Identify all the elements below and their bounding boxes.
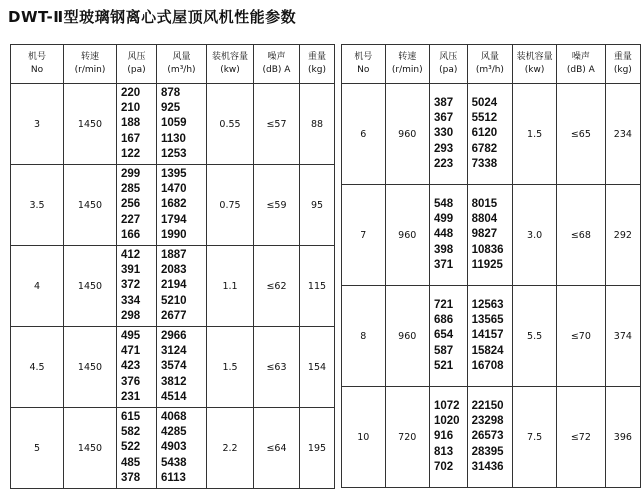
flow-cell-value: 4903 <box>161 441 187 454</box>
column-header <box>157 45 207 84</box>
flow-cell-value: 12563 <box>471 299 504 312</box>
column-header-unit: (m³/h) <box>475 65 504 75</box>
column-header <box>207 45 254 84</box>
column-header-label: 机号 <box>354 52 373 62</box>
flow-cell-value: 5438 <box>161 456 187 469</box>
flow-cell-value: 9827 <box>471 228 498 241</box>
flow-cell <box>157 246 207 327</box>
speed-cell: 720 <box>385 387 429 488</box>
speed-cell: 1450 <box>64 246 117 327</box>
weight-cell: 292 <box>605 185 640 286</box>
noise-cell: ≤64 <box>254 408 300 489</box>
weight-cell: 154 <box>300 327 335 408</box>
column-header <box>64 45 117 84</box>
noise-cell: ≤70 <box>557 286 606 387</box>
flow-cell-value: 22150 <box>471 400 504 413</box>
power-cell: 7.5 <box>513 387 557 488</box>
machine-number-cell: 5 <box>11 408 64 489</box>
flow-cell-value: 1887 <box>161 249 187 262</box>
column-header-label: 风压 <box>439 52 458 62</box>
column-header-unit: (dB) A <box>566 65 595 75</box>
column-header-label: 噪声 <box>267 52 286 62</box>
pressure-cell-value: 378 <box>121 471 141 484</box>
flow-cell-value: 10836 <box>471 243 504 256</box>
machine-number-cell: 3 <box>11 84 64 165</box>
machine-number-cell: 4.5 <box>11 327 64 408</box>
weight-cell: 88 <box>300 84 335 165</box>
table-row <box>342 387 641 488</box>
flow-cell-value: 5024 <box>471 97 498 110</box>
flow-cell-value: 5512 <box>471 112 498 125</box>
machine-number-cell: 8 <box>342 286 386 387</box>
column-header-label: 噪声 <box>571 52 590 62</box>
flow-cell-value: 28395 <box>471 445 504 458</box>
pressure-cell-value: 367 <box>433 112 454 125</box>
column-header-label: 风压 <box>127 52 146 62</box>
column-header-label: 重量 <box>307 52 326 62</box>
table-row <box>342 185 641 286</box>
flow-cell-value: 8804 <box>471 213 498 226</box>
power-cell: 1.5 <box>207 327 254 408</box>
speed-cell: 1450 <box>64 408 117 489</box>
flow-cell-value: 16708 <box>471 359 504 372</box>
pressure-cell-value: 299 <box>121 168 141 181</box>
pressure-cell-value: 334 <box>121 294 141 307</box>
column-header <box>513 45 557 84</box>
flow-cell-value: 4285 <box>161 426 187 439</box>
pressure-cell-value: 1072 <box>433 400 460 413</box>
pressure-cell-value: 223 <box>433 157 454 170</box>
flow-cell-value: 1253 <box>161 147 187 160</box>
pressure-cell-value: 485 <box>121 456 141 469</box>
flow-cell-value: 6782 <box>471 142 498 155</box>
flow-cell-value: 7338 <box>471 157 498 170</box>
flow-cell-value: 31436 <box>471 460 504 473</box>
pressure-cell-value: 372 <box>121 279 141 292</box>
pressure-cell <box>117 165 157 246</box>
pressure-cell-value: 495 <box>121 330 141 343</box>
power-cell: 0.55 <box>207 84 254 165</box>
performance-table-right <box>341 44 641 488</box>
power-cell: 1.1 <box>207 246 254 327</box>
table-row <box>11 84 335 165</box>
column-header-unit: (kw) <box>220 65 240 75</box>
flow-cell-value: 2194 <box>161 279 187 292</box>
flow-cell-value: 11925 <box>471 258 503 271</box>
flow-cell <box>467 286 513 387</box>
flow-cell-value: 1130 <box>161 132 186 145</box>
flow-cell-value: 26573 <box>471 430 504 443</box>
pressure-cell-value: 587 <box>433 344 454 357</box>
power-cell: 5.5 <box>513 286 557 387</box>
flow-cell-value: 878 <box>161 87 181 100</box>
machine-number-cell: 6 <box>342 84 386 185</box>
flow-cell <box>157 408 207 489</box>
flow-cell-value: 6120 <box>471 127 498 140</box>
pressure-cell-value: 293 <box>433 142 454 155</box>
pressure-cell-value: 412 <box>121 249 141 262</box>
column-header <box>429 45 467 84</box>
pressure-cell-value: 220 <box>121 87 141 100</box>
flow-cell-value: 6113 <box>161 471 186 484</box>
pressure-cell <box>117 84 157 165</box>
weight-cell: 374 <box>605 286 640 387</box>
pressure-cell-value: 522 <box>121 441 141 454</box>
flow-cell-value: 2966 <box>161 330 187 343</box>
column-header <box>467 45 513 84</box>
pressure-cell-value: 166 <box>121 228 141 241</box>
column-header-unit: (pa) <box>127 65 146 75</box>
flow-cell-value: 2083 <box>161 264 187 277</box>
table-body <box>342 84 641 488</box>
flow-cell <box>157 327 207 408</box>
flow-cell <box>157 84 207 165</box>
noise-cell: ≤62 <box>254 246 300 327</box>
speed-cell: 1450 <box>64 327 117 408</box>
table-header-row <box>11 45 335 84</box>
flow-cell-value: 4514 <box>161 390 187 403</box>
pressure-cell-value: 285 <box>121 183 141 196</box>
pressure-cell-value: 448 <box>433 228 454 241</box>
pressure-cell <box>429 387 467 488</box>
column-header-unit: (kg) <box>308 65 326 75</box>
noise-cell: ≤65 <box>557 84 606 185</box>
noise-cell: ≤72 <box>557 387 606 488</box>
flow-cell-value: 15824 <box>471 344 504 357</box>
pressure-cell-value: 231 <box>121 390 141 403</box>
pressure-cell-value: 330 <box>433 127 454 140</box>
column-header-unit: No <box>30 65 44 75</box>
column-header <box>11 45 64 84</box>
pressure-cell-value: 391 <box>121 264 141 277</box>
table-header-row <box>342 45 641 84</box>
speed-cell: 960 <box>385 286 429 387</box>
machine-number-cell: 10 <box>342 387 386 488</box>
flow-cell-value: 1470 <box>161 183 187 196</box>
column-header <box>557 45 606 84</box>
flow-cell-value: 1395 <box>161 168 187 181</box>
column-header-label: 风量 <box>172 52 191 62</box>
column-header-unit: No <box>357 65 370 75</box>
table-row <box>11 165 335 246</box>
pressure-cell-value: 256 <box>121 198 141 211</box>
flow-cell <box>467 84 513 185</box>
pressure-cell-value: 210 <box>121 102 141 115</box>
flow-cell-value: 8015 <box>471 198 498 211</box>
column-header-label: 转速 <box>398 52 417 62</box>
noise-cell: ≤68 <box>557 185 606 286</box>
noise-cell: ≤59 <box>254 165 300 246</box>
flow-cell-value: 2677 <box>161 309 187 322</box>
pressure-cell-value: 686 <box>433 314 454 327</box>
noise-cell: ≤63 <box>254 327 300 408</box>
pressure-cell <box>117 246 157 327</box>
flow-cell <box>467 387 513 488</box>
flow-cell-value: 5210 <box>161 294 187 307</box>
pressure-cell-value: 371 <box>433 258 454 271</box>
column-header-label: 装机容量 <box>211 52 248 62</box>
pressure-cell-value: 615 <box>121 411 141 424</box>
column-header <box>254 45 300 84</box>
column-header-unit: (kw) <box>524 65 545 75</box>
column-header-unit: (dB) A <box>262 65 291 75</box>
pressure-cell-value: 122 <box>121 147 141 160</box>
pressure-cell-value: 721 <box>433 299 454 312</box>
machine-number-cell: 7 <box>342 185 386 286</box>
column-header-label: 转速 <box>80 52 99 62</box>
pressure-cell-value: 167 <box>121 132 141 145</box>
speed-cell: 960 <box>385 84 429 185</box>
flow-cell-value: 1059 <box>161 117 187 130</box>
column-header-unit: (r/min) <box>74 65 106 75</box>
table-row <box>11 327 335 408</box>
pressure-cell <box>117 408 157 489</box>
column-header-label: 风量 <box>480 52 499 62</box>
flow-cell-value: 4068 <box>161 411 187 424</box>
weight-cell: 234 <box>605 84 640 185</box>
pressure-cell-value: 471 <box>121 345 141 358</box>
power-cell: 2.2 <box>207 408 254 489</box>
pressure-cell-value: 582 <box>121 426 141 439</box>
pressure-cell-value: 387 <box>433 97 454 110</box>
pressure-cell <box>117 327 157 408</box>
column-header <box>605 45 640 84</box>
performance-table-left <box>10 44 335 489</box>
weight-cell: 95 <box>300 165 335 246</box>
flow-cell-value: 1794 <box>161 213 187 226</box>
column-header-label: 重量 <box>613 52 632 62</box>
pressure-cell-value: 298 <box>121 309 141 322</box>
table-row <box>11 246 335 327</box>
table-row <box>342 286 641 387</box>
column-header-unit: (kg) <box>613 65 632 75</box>
pressure-cell-value: 398 <box>433 243 454 256</box>
speed-cell: 960 <box>385 185 429 286</box>
pressure-cell-value: 654 <box>433 329 454 342</box>
weight-cell: 115 <box>300 246 335 327</box>
machine-number-cell: 3.5 <box>11 165 64 246</box>
weight-cell: 195 <box>300 408 335 489</box>
pressure-cell-value: 548 <box>433 198 454 211</box>
page-title: DWT-Ⅱ型玻璃钢离心式屋顶风机性能参数 <box>8 8 297 26</box>
machine-number-cell: 4 <box>11 246 64 327</box>
flow-cell-value: 925 <box>161 102 181 115</box>
table-body <box>11 84 335 489</box>
weight-cell: 396 <box>605 387 640 488</box>
flow-cell-value: 23298 <box>471 415 504 428</box>
pressure-cell-value: 227 <box>121 213 141 226</box>
table-row <box>11 408 335 489</box>
noise-cell: ≤57 <box>254 84 300 165</box>
column-header <box>300 45 335 84</box>
pressure-cell-value: 376 <box>121 375 141 388</box>
pressure-cell-value: 521 <box>433 359 454 372</box>
flow-cell-value: 13565 <box>471 314 504 327</box>
pressure-cell <box>429 84 467 185</box>
pressure-cell-value: 188 <box>121 117 141 130</box>
power-cell: 3.0 <box>513 185 557 286</box>
flow-cell <box>157 165 207 246</box>
flow-cell-value: 3574 <box>161 360 187 373</box>
power-cell: 0.75 <box>207 165 254 246</box>
pressure-cell <box>429 286 467 387</box>
flow-cell <box>467 185 513 286</box>
column-header-unit: (pa) <box>439 65 458 75</box>
pressure-cell-value: 813 <box>433 445 454 458</box>
column-header-unit: (m³/h) <box>167 65 196 75</box>
column-header <box>117 45 157 84</box>
power-cell: 1.5 <box>513 84 557 185</box>
speed-cell: 1450 <box>64 84 117 165</box>
speed-cell: 1450 <box>64 165 117 246</box>
column-header-label: 装机容量 <box>516 52 553 62</box>
pressure-cell <box>429 185 467 286</box>
pressure-cell-value: 916 <box>433 430 454 443</box>
pressure-cell-value: 702 <box>433 460 454 473</box>
pressure-cell-value: 423 <box>121 360 141 373</box>
column-header-unit: (r/min) <box>391 65 423 75</box>
flow-cell-value: 3124 <box>161 345 187 358</box>
table-row <box>342 84 641 185</box>
column-header <box>385 45 429 84</box>
flow-cell-value: 14157 <box>471 329 504 342</box>
flow-cell-value: 3812 <box>161 375 187 388</box>
column-header-label: 机号 <box>27 52 46 62</box>
pressure-cell-value: 499 <box>433 213 454 226</box>
flow-cell-value: 1682 <box>161 198 187 211</box>
flow-cell-value: 1990 <box>161 228 187 241</box>
pressure-cell-value: 1020 <box>433 415 460 428</box>
column-header <box>342 45 386 84</box>
